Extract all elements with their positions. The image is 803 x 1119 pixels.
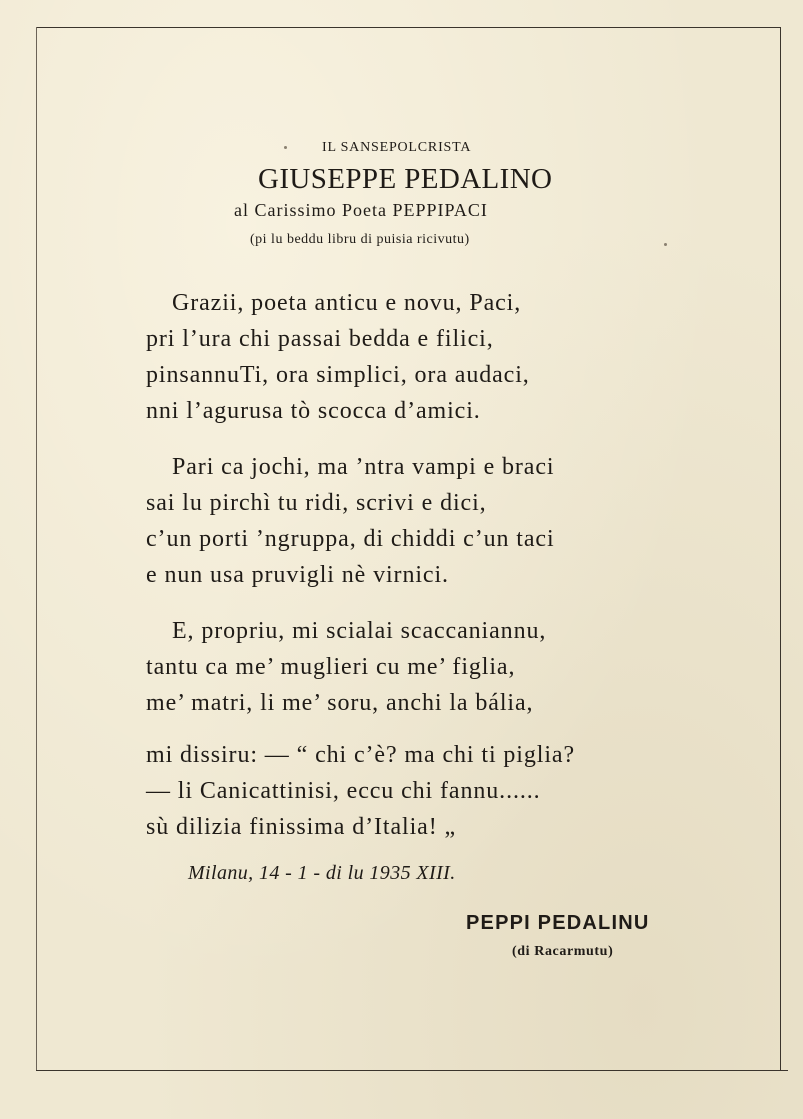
frame-right-rule bbox=[780, 27, 781, 1070]
poem-line: E, propriu, mi scialai scaccaniannu, bbox=[172, 618, 547, 644]
poem-line: c’un porti ’ngruppa, di chiddi c’un taci bbox=[146, 526, 555, 552]
frame-bottom-rule bbox=[36, 1070, 788, 1071]
poem-line: sù dilizia finissima d’Italia! „ bbox=[146, 814, 457, 840]
signature-name: PEPPI PEDALINU bbox=[466, 912, 650, 934]
poem-line: tantu ca me’ muglieri cu me’ figlia, bbox=[146, 654, 516, 680]
signature-origin: (di Racarmutu) bbox=[512, 944, 614, 959]
frame-left-rule bbox=[36, 27, 37, 1070]
poem-line: e nun usa pruvigli nè virnici. bbox=[146, 562, 449, 588]
poem-line: pinsannuTi, ora simplici, ora audaci, bbox=[146, 362, 530, 388]
poem-line: — li Canicattinisi, eccu chi fannu...... bbox=[146, 778, 541, 804]
header-kicker: IL SANSEPOLCRISTA bbox=[322, 140, 472, 155]
author-name: GIUSEPPE PEDALINO bbox=[258, 163, 553, 195]
poem-date: Milanu, 14 - 1 - di lu 1935 XIII. bbox=[188, 862, 456, 884]
ink-speck bbox=[284, 146, 287, 149]
frame-top-rule bbox=[36, 27, 780, 28]
ink-speck bbox=[664, 243, 667, 246]
poem-line: Pari ca jochi, ma ’ntra vampi e braci bbox=[172, 454, 555, 480]
dedication-line: al Carissimo Poeta PEPPIPACI bbox=[234, 200, 488, 220]
poem-line: me’ matri, li me’ soru, anchi la bália, bbox=[146, 690, 534, 716]
poem-line: pri l’ura chi passai bedda e filici, bbox=[146, 326, 494, 352]
poem-line: mi dissiru: — “ chi c’è? ma chi ti piglia? bbox=[146, 742, 576, 768]
dedication-subtitle: (pi lu beddu libru di puisia ricivutu) bbox=[250, 232, 470, 247]
poem-line: Grazii, poeta anticu e novu, Paci, bbox=[172, 290, 522, 316]
poem-line: nni l’agurusa tò scocca d’amici. bbox=[146, 398, 481, 424]
poem-line: sai lu pirchì tu ridi, scrivi e dici, bbox=[146, 490, 487, 516]
